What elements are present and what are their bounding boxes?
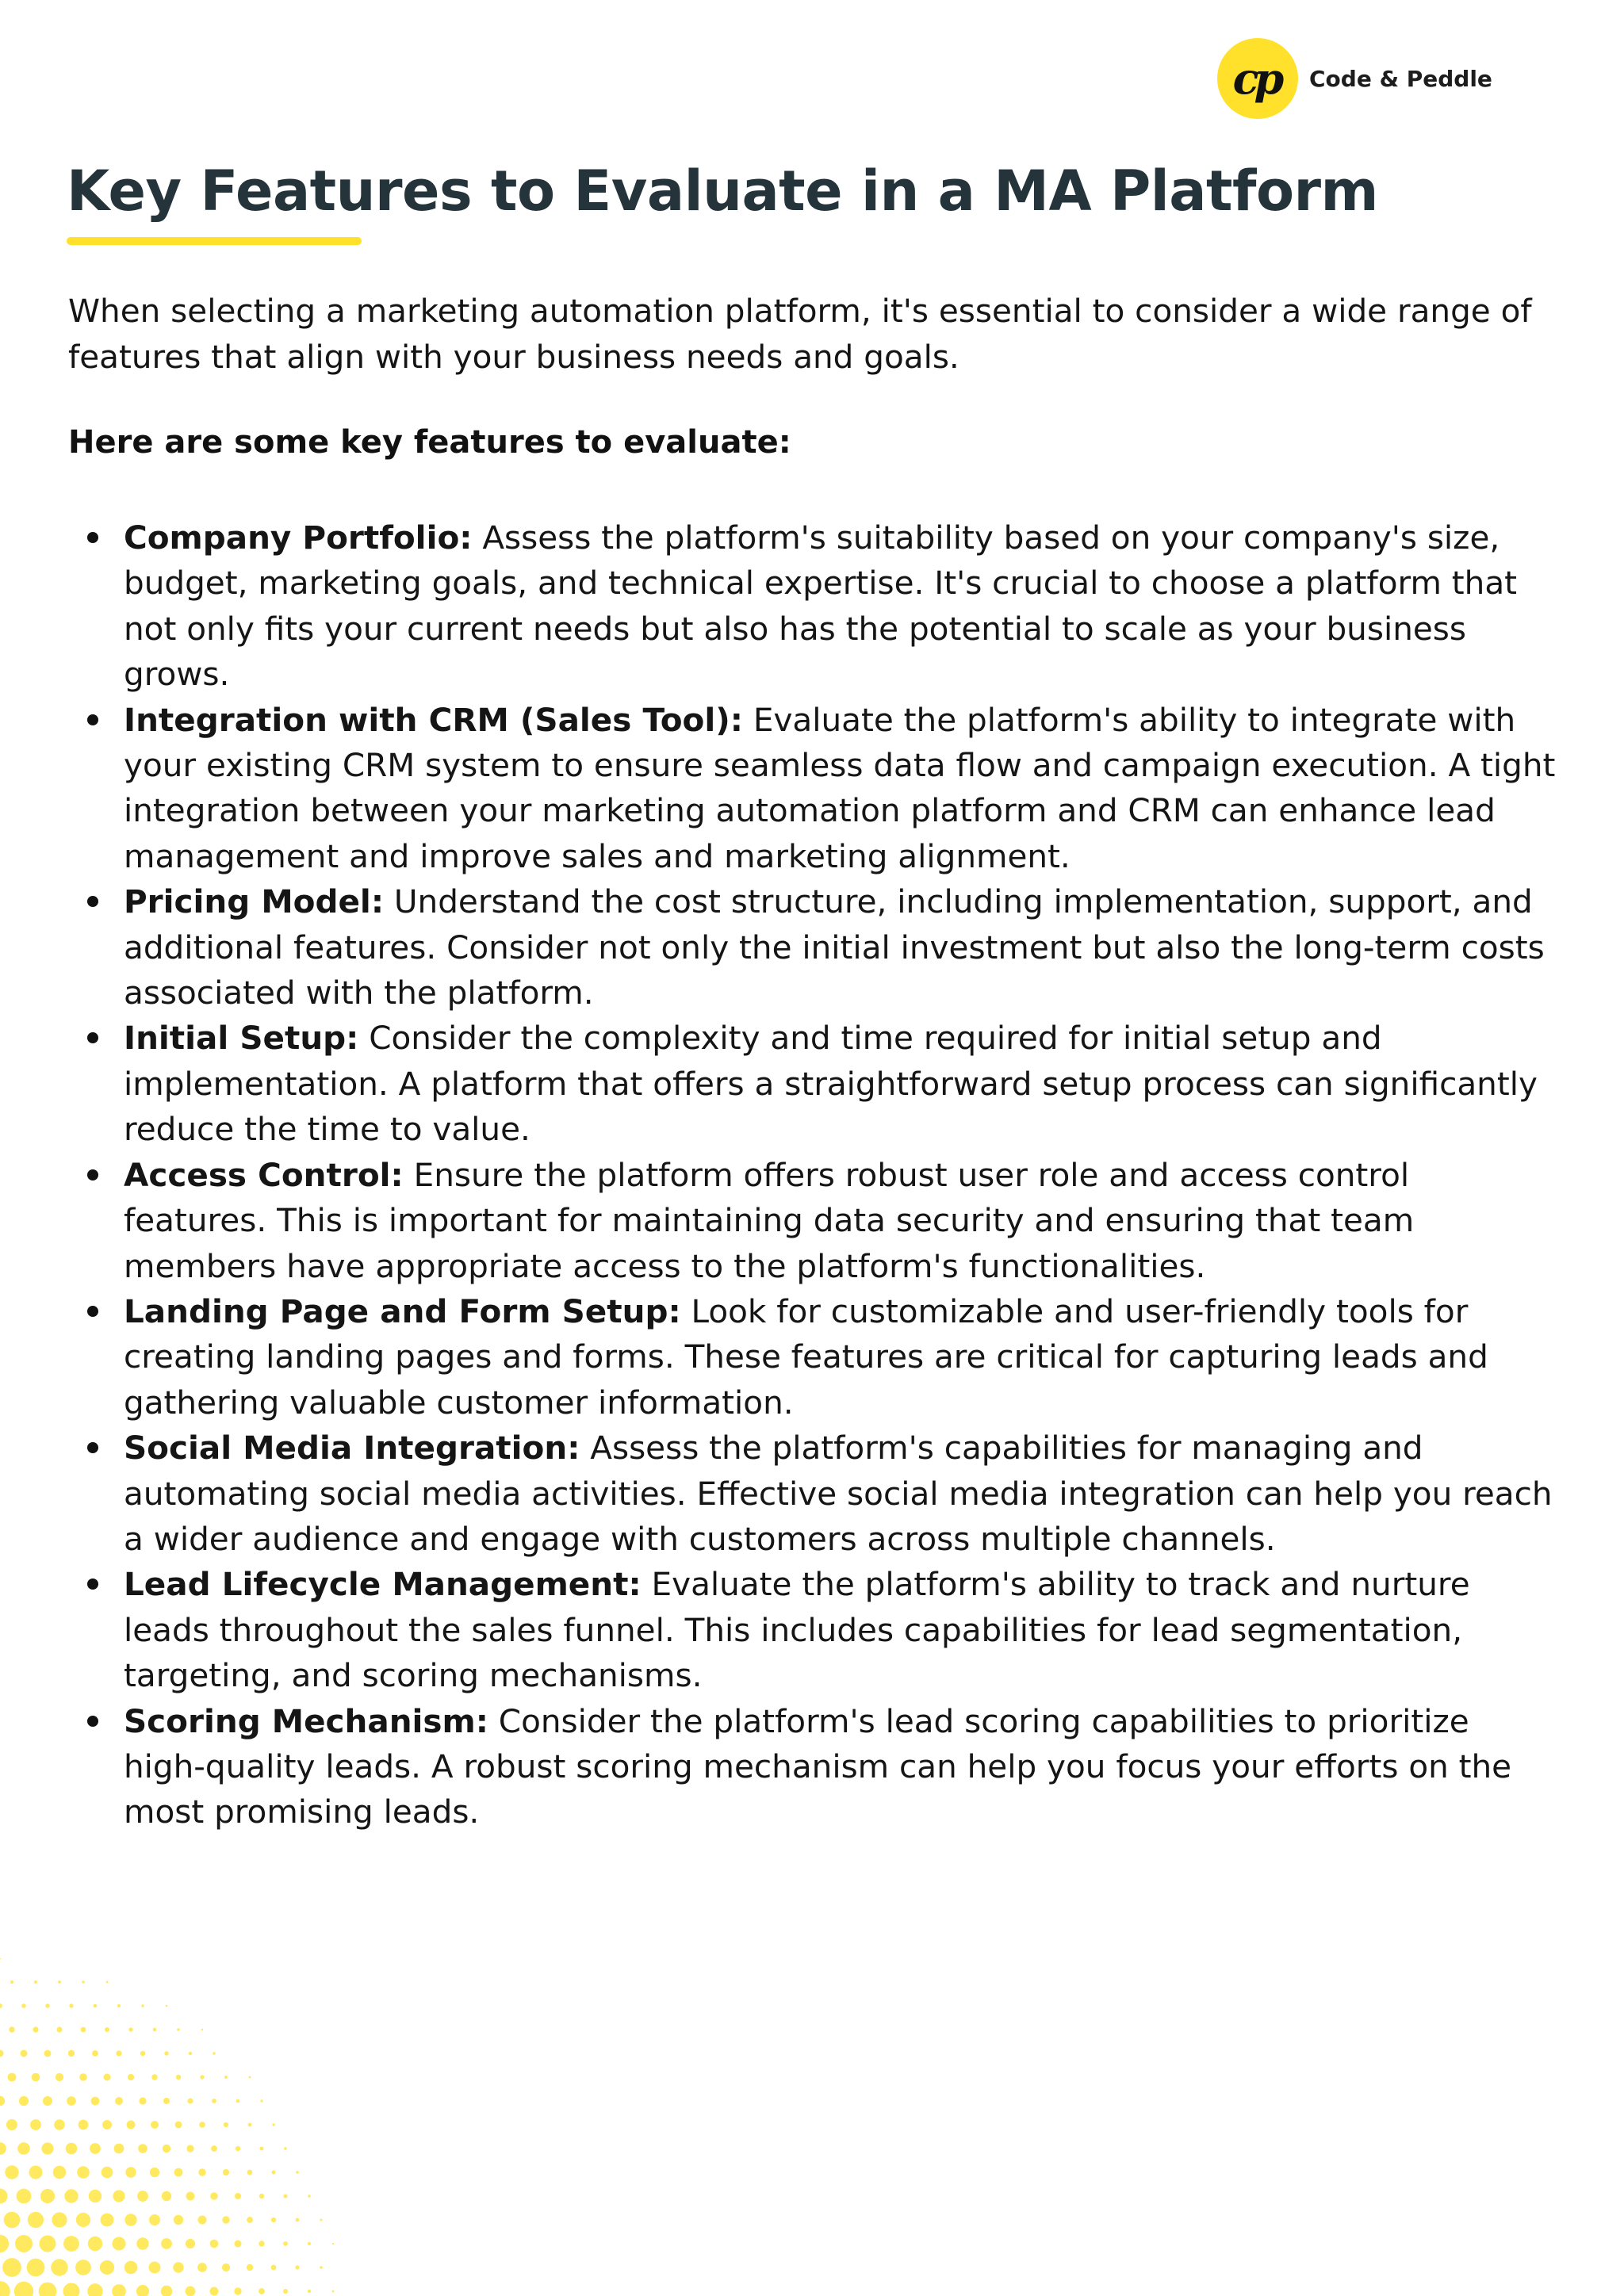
- halftone-dot: [0, 2235, 9, 2252]
- halftone-dot: [82, 1980, 84, 1983]
- halftone-dot: [174, 2215, 183, 2225]
- halftone-dot: [283, 2289, 288, 2294]
- halftone-dot: [45, 2003, 49, 2007]
- halftone-dot: [141, 2004, 144, 2007]
- halftone-dot: [21, 2003, 26, 2008]
- halftone-dot: [125, 2167, 136, 2177]
- halftone-dot: [177, 2028, 180, 2031]
- halftone-dot: [259, 2241, 264, 2246]
- halftone-dot: [92, 2050, 98, 2057]
- halftone-dot: [224, 2122, 228, 2127]
- features-lead-in: Here are some key features to evaluate:: [68, 424, 791, 461]
- halftone-dot: [247, 2170, 253, 2175]
- halftone-dot: [199, 2122, 205, 2128]
- feature-list: [68, 515, 1559, 1835]
- halftone-dot: [0, 2050, 4, 2057]
- halftone-dot: [115, 2097, 123, 2105]
- halftone-dot: [166, 2005, 168, 2007]
- feature-title: Landing Page and Form Setup:: [124, 1292, 681, 1330]
- halftone-dot: [210, 2192, 218, 2200]
- feature-item: [68, 879, 1559, 1016]
- feature-description: Consider the platform's lead scoring capabilities to prioritize high-quality leads. A robust scoring mechanism can help you focus your efforts on the most promising leads.: [124, 1701, 1512, 1831]
- halftone-dot: [200, 2075, 204, 2079]
- halftone-dot: [211, 2145, 217, 2152]
- halftone-dot: [235, 2241, 242, 2248]
- halftone-dot: [79, 2120, 89, 2130]
- halftone-dot: [94, 2004, 98, 2008]
- halftone-dot: [136, 2285, 149, 2296]
- halftone-dot: [54, 2119, 64, 2130]
- feature-item: [68, 1562, 1559, 1698]
- halftone-dot: [102, 2120, 112, 2130]
- halftone-dot: [29, 2166, 43, 2179]
- halftone-dot: [106, 1981, 109, 1984]
- halftone-dot: [150, 2168, 159, 2177]
- halftone-dot: [91, 2097, 100, 2106]
- halftone-dot: [101, 2214, 114, 2227]
- halftone-dot: [260, 2099, 262, 2102]
- feature-title: Integration with CRM (Sales Tool):: [124, 700, 743, 739]
- halftone-dot: [68, 2050, 75, 2057]
- title-underline: [67, 237, 362, 245]
- halftone-dot: [66, 2143, 78, 2155]
- halftone-dot: [198, 2216, 207, 2225]
- halftone-dot: [102, 2167, 113, 2179]
- halftone-dot: [41, 2142, 53, 2154]
- halftone-dot: [201, 2029, 204, 2031]
- halftone-dot: [236, 2099, 240, 2103]
- halftone-dot: [10, 1980, 13, 1984]
- halftone-dot: [235, 2193, 241, 2199]
- halftone-dot: [113, 2237, 126, 2251]
- brand-name: Code & Peddle: [1309, 65, 1492, 92]
- halftone-dot: [284, 2195, 288, 2198]
- feature-description: Look for customizable and user-friendly tools for creating landing pages and forms. These features are critical for capturing leads and gathering valuable customer information.: [124, 1292, 1488, 1422]
- halftone-dot: [186, 2239, 195, 2248]
- halftone-dot: [28, 2212, 44, 2228]
- halftone-dot: [21, 2050, 28, 2057]
- feature-description: Ensure the platform offers robust user role and access control features. This is important for maintaining data security and ensuring that team members have appropriate access to the platform's functionalities.: [124, 1155, 1415, 1285]
- halftone-dot: [153, 2028, 157, 2032]
- halftone-dot: [332, 2243, 334, 2244]
- halftone-dot: [308, 2242, 311, 2245]
- bullet-icon: [87, 1032, 98, 1043]
- halftone-dot: [259, 2194, 264, 2198]
- halftone-dot: [140, 2051, 145, 2056]
- halftone-dot: [53, 2166, 66, 2179]
- halftone-dot: [247, 2264, 253, 2271]
- halftone-dot: [75, 2260, 91, 2275]
- halftone-dot: [0, 1958, 1, 1959]
- halftone-dot: [213, 2052, 215, 2054]
- halftone-dot: [0, 2281, 10, 2296]
- halftone-dot: [128, 2074, 134, 2080]
- halftone-dot: [222, 2263, 230, 2271]
- halftone-dot: [40, 2189, 55, 2203]
- halftone-dot: [222, 2216, 229, 2223]
- halftone-dot: [248, 2123, 252, 2127]
- halftone-dot: [56, 2073, 63, 2081]
- feature-description: Assess the platform's suitability based on your company's size, budget, marketing goals, and technical expertise. It's crucial to choose a platform that not only fits your current needs but also has the potential to scale as your business grows.: [124, 519, 1518, 694]
- feature-title: Scoring Mechanism:: [124, 1701, 488, 1740]
- halftone-dot: [163, 2145, 170, 2152]
- halftone-dot: [19, 2096, 29, 2106]
- feature-title: Social Media Integration:: [124, 1429, 580, 1468]
- halftone-dot: [234, 2287, 241, 2294]
- feature-item: [68, 1289, 1559, 1425]
- halftone-dot: [34, 1980, 37, 1984]
- halftone-dot: [212, 2099, 216, 2103]
- halftone-dot: [308, 2195, 310, 2197]
- halftone-dot: [44, 2050, 52, 2057]
- page-title: Key Features to Evaluate in a MA Platform: [67, 159, 1378, 224]
- halftone-dot: [113, 2190, 124, 2202]
- halftone-dot: [58, 1980, 61, 1984]
- halftone-dot: [249, 2076, 251, 2079]
- feature-description: Consider the complexity and time required for initial setup and implementation. A platform that offers a straightforward setup process can significantly reduce the time to value.: [124, 1019, 1538, 1149]
- feature-item: [68, 1153, 1559, 1289]
- halftone-dot: [296, 2218, 300, 2222]
- halftone-dot: [186, 2145, 193, 2152]
- halftone-dot: [104, 2074, 111, 2081]
- feature-title: Access Control:: [124, 1155, 404, 1194]
- halftone-dot: [114, 2144, 124, 2154]
- halftone-dot: [272, 2171, 276, 2175]
- halftone-dot: [30, 2119, 41, 2130]
- halftone-dot: [17, 2142, 30, 2155]
- halftone-dot: [283, 2241, 288, 2246]
- halftone-dot: [247, 2217, 253, 2223]
- feature-description: Understand the cost structure, including implementation, support, and additional features. Consider not only the initial investment but also the long-term costs associated with the platform.: [124, 882, 1545, 1012]
- bullet-icon: [87, 1578, 98, 1590]
- halftone-dot: [79, 2073, 87, 2081]
- halftone-dot: [116, 2050, 121, 2056]
- halftone-dot: [63, 2236, 79, 2252]
- halftone-dot: [189, 2052, 192, 2055]
- halftone-dot: [174, 2168, 183, 2177]
- halftone-dot: [137, 2191, 148, 2202]
- halftone-dot: [188, 2099, 193, 2104]
- halftone-dot: [2, 2258, 21, 2277]
- halftone-dot: [0, 2003, 2, 2008]
- halftone-dot: [197, 2263, 207, 2272]
- halftone-dot: [175, 2122, 182, 2129]
- halftone-dot: [0, 2189, 8, 2204]
- halftone-dot: [224, 2076, 228, 2079]
- halftone-dot: [124, 2214, 136, 2225]
- halftone-dot: [100, 2260, 114, 2275]
- bullet-icon: [87, 714, 98, 725]
- halftone-dot: [284, 2147, 287, 2150]
- bullet-icon: [87, 1716, 98, 1727]
- bullet-icon: [87, 1169, 98, 1181]
- halftone-dot: [163, 2098, 170, 2104]
- halftone-dot: [124, 2261, 138, 2275]
- bullet-icon: [87, 896, 98, 907]
- feature-item: [68, 698, 1559, 880]
- feature-item: [68, 1425, 1559, 1562]
- halftone-dot: [67, 2096, 76, 2106]
- halftone-dot: [186, 2286, 196, 2296]
- feature-item: [68, 515, 1559, 698]
- halftone-dot: [69, 2003, 73, 2007]
- bullet-icon: [87, 1442, 98, 1453]
- brand-logo: [1217, 38, 1492, 119]
- halftone-dot: [271, 2265, 277, 2271]
- halftone-dot: [112, 2284, 126, 2296]
- halftone-dot: [210, 2240, 219, 2248]
- halftone-dot: [295, 2265, 299, 2269]
- halftone-dot: [0, 2142, 6, 2155]
- halftone-dot: [14, 2282, 33, 2296]
- halftone-dot: [320, 2266, 323, 2269]
- halftone-dot: [15, 2235, 33, 2252]
- halftone-dots-decoration: [0, 1958, 412, 2296]
- halftone-dot: [164, 2051, 168, 2055]
- halftone-dot: [260, 2147, 264, 2151]
- halftone-dot: [136, 2237, 148, 2249]
- halftone-dot: [149, 2214, 160, 2225]
- halftone-dot: [52, 2212, 67, 2227]
- intro-paragraph: When selecting a marketing automation platform, it's essential to consider a wide range of features that align with your business needs and goals.: [68, 292, 1532, 376]
- halftone-dot: [0, 2096, 5, 2106]
- halftone-dot: [223, 2169, 229, 2175]
- halftone-dot: [320, 2219, 323, 2221]
- halftone-dot: [151, 2121, 159, 2129]
- halftone-dot: [105, 2027, 109, 2032]
- halftone-dot: [8, 2073, 17, 2082]
- halftone-dot: [32, 2073, 40, 2082]
- halftone-dot: [6, 2119, 17, 2130]
- halftone-dot: [88, 2237, 102, 2251]
- halftone-dot: [186, 2192, 195, 2201]
- bullet-icon: [87, 532, 98, 543]
- halftone-dot: [57, 2027, 63, 2033]
- halftone-dot: [40, 2236, 56, 2252]
- halftone-dot: [272, 2123, 274, 2126]
- halftone-dot: [64, 2189, 78, 2202]
- halftone-dot: [176, 2075, 181, 2080]
- feature-description: Evaluate the platform's ability to integrate with your existing CRM system to ensure seamless data flow and campaign execution. A tight integration between your marketing automation platform and CRM can enhance lead management and improve sales and marketing alignment.: [124, 700, 1556, 875]
- halftone-dot: [39, 2283, 57, 2296]
- halftone-dot: [127, 2121, 136, 2130]
- halftone-dot: [9, 2026, 14, 2032]
- halftone-dot: [259, 2288, 265, 2294]
- feature-title: Company Portfolio:: [124, 519, 473, 557]
- logo-mark-text: cp: [1232, 53, 1280, 104]
- halftone-dot: [149, 2262, 161, 2274]
- feature-description: Assess the platform's capabilities for managing and automating social media activities. Effective social media integration can help you reach a wider audience and engage with customers across multiple channels.: [124, 1429, 1553, 1558]
- bullet-icon: [87, 1306, 98, 1317]
- halftone-dot: [4, 2212, 21, 2229]
- halftone-dot: [63, 2283, 80, 2296]
- halftone-dot: [43, 2096, 52, 2106]
- halftone-dot: [332, 2290, 335, 2293]
- logo-mark-icon: [1217, 38, 1298, 119]
- halftone-dot: [90, 2143, 101, 2154]
- halftone-dot: [81, 2027, 86, 2033]
- halftone-dot: [161, 2238, 172, 2249]
- halftone-dot: [5, 2165, 18, 2179]
- halftone-dot: [27, 2259, 45, 2277]
- halftone-dot: [198, 2168, 205, 2175]
- feature-title: Lead Lifecycle Management:: [124, 1565, 642, 1604]
- halftone-dot: [296, 2171, 299, 2174]
- halftone-dot: [87, 2283, 102, 2296]
- feature-item: [68, 1699, 1559, 1835]
- halftone-dot: [151, 2074, 157, 2080]
- halftone-dot: [117, 2004, 121, 2007]
- halftone-dot: [162, 2191, 171, 2201]
- halftone-dot: [210, 2287, 219, 2296]
- halftone-dot: [76, 2213, 90, 2227]
- feature-title: Pricing Model:: [124, 882, 385, 921]
- feature-item: [68, 1016, 1559, 1152]
- halftone-dot: [236, 2146, 240, 2151]
- halftone-dot: [51, 2259, 67, 2275]
- halftone-dot: [161, 2286, 172, 2296]
- halftone-dot: [89, 2190, 102, 2202]
- halftone-dot: [308, 2290, 311, 2293]
- halftone-dot: [139, 2097, 146, 2104]
- feature-description: Evaluate the platform's ability to track and nurture leads throughout the sales funnel. This includes capabilities for lead segmentation, targeting, and scoring mechanisms.: [124, 1565, 1470, 1695]
- halftone-dot: [128, 2027, 132, 2031]
- halftone-dot: [77, 2166, 90, 2179]
- halftone-dot: [33, 2026, 38, 2032]
- halftone-dot: [271, 2218, 276, 2222]
- halftone-dot: [138, 2144, 147, 2153]
- feature-title: Initial Setup:: [124, 1019, 359, 1058]
- halftone-dot: [173, 2262, 183, 2272]
- halftone-dot: [17, 2189, 32, 2204]
